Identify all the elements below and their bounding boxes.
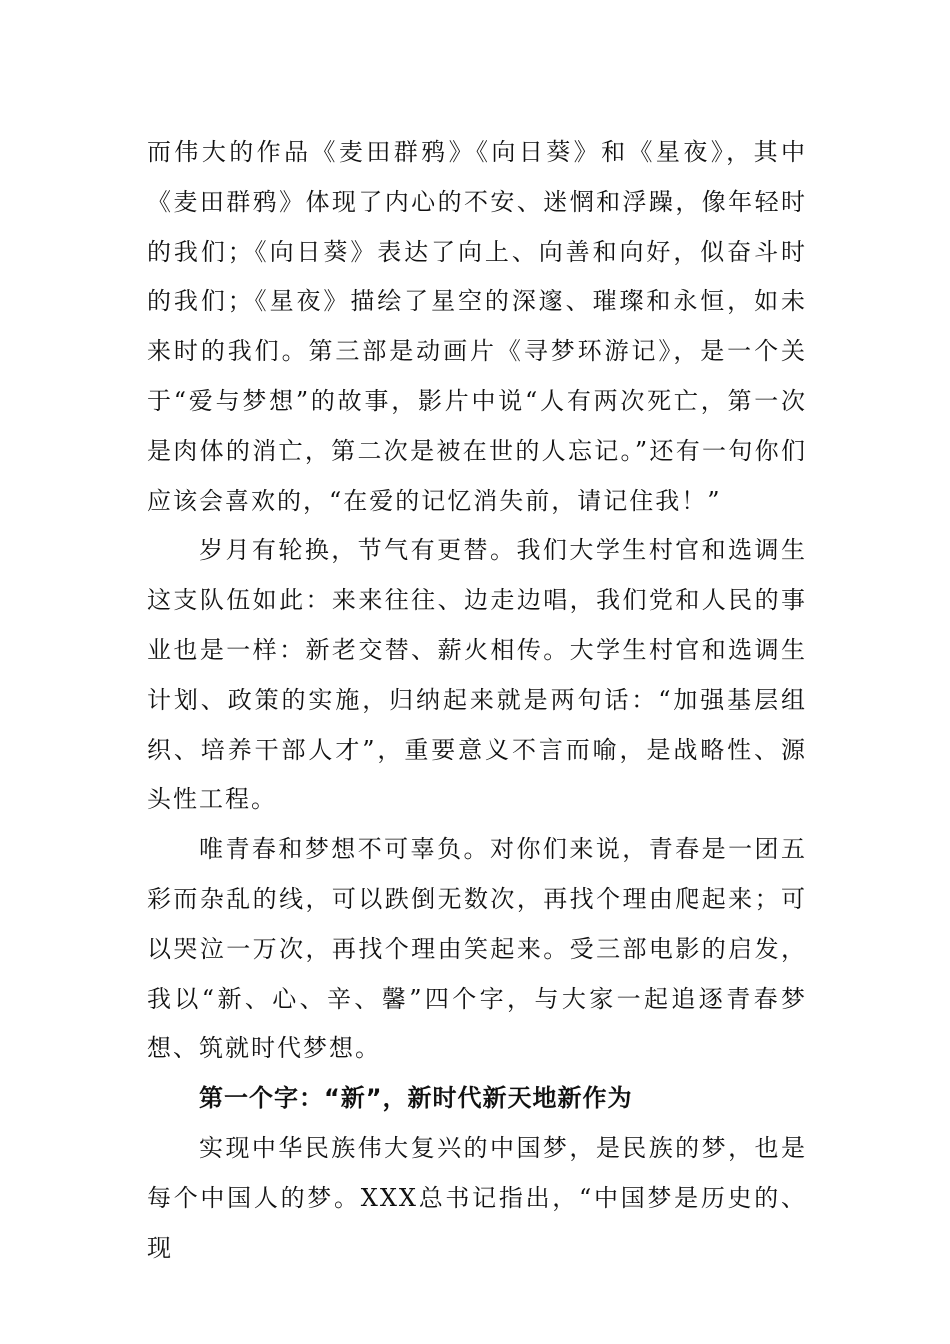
paragraph-youth-dreams: 唯青春和梦想不可辜负。对你们来说，青春是一团五彩而杂乱的线，可以跌倒无数次，再找个理由爬起来；可以哭泣一万次，再找个理由笑起来。受三部电影的启发，我以“新、心、辛、馨”四个字，与大家一起追逐青春梦想、筑就时代梦想。 — [147, 835, 807, 1063]
paragraph-continuation: 而伟大的作品《麦田群鸦》《向日葵》和《星夜》，其中《麦田群鸦》体现了内心的不安、迷惘和浮躁，像年轻时的我们；《向日葵》表达了向上、向善和向好，似奋斗时的我们；《星夜》描绘了星空的深邃、璀璨和永恒，如未来时的我们。第三部是动画片《寻梦环游记》，是一个关于“爱与梦想”的故事，影片中说“人有两次死亡，第一次是肉体的消亡，第二次是被在世的人忘记。”还有一句你们应该会喜欢的，“在爱的记忆消失前，请记住我！” — [147, 138, 807, 515]
document-body — [147, 128, 807, 1273]
paragraph-chinese-dream: 实现中华民族伟大复兴的中国梦，是民族的梦，也是每个中国人的梦。XXX总书记指出，“中国梦是历史的、现 — [147, 1133, 807, 1262]
section-heading-first-word: 第一个字：“新”，新时代新天地新作为 — [199, 1084, 633, 1113]
paragraph-seasons: 岁月有轮换，节气有更替。我们大学生村官和选调生这支队伍如此：来来往往、边走边唱，我们党和人民的事业也是一样：新老交替、薪火相传。大学生村官和选调生计划、政策的实施，归纳起来就是两句话：“加强基层组织、培养干部人才”，重要意义不言而喻，是战略性、源头性工程。 — [147, 536, 807, 814]
